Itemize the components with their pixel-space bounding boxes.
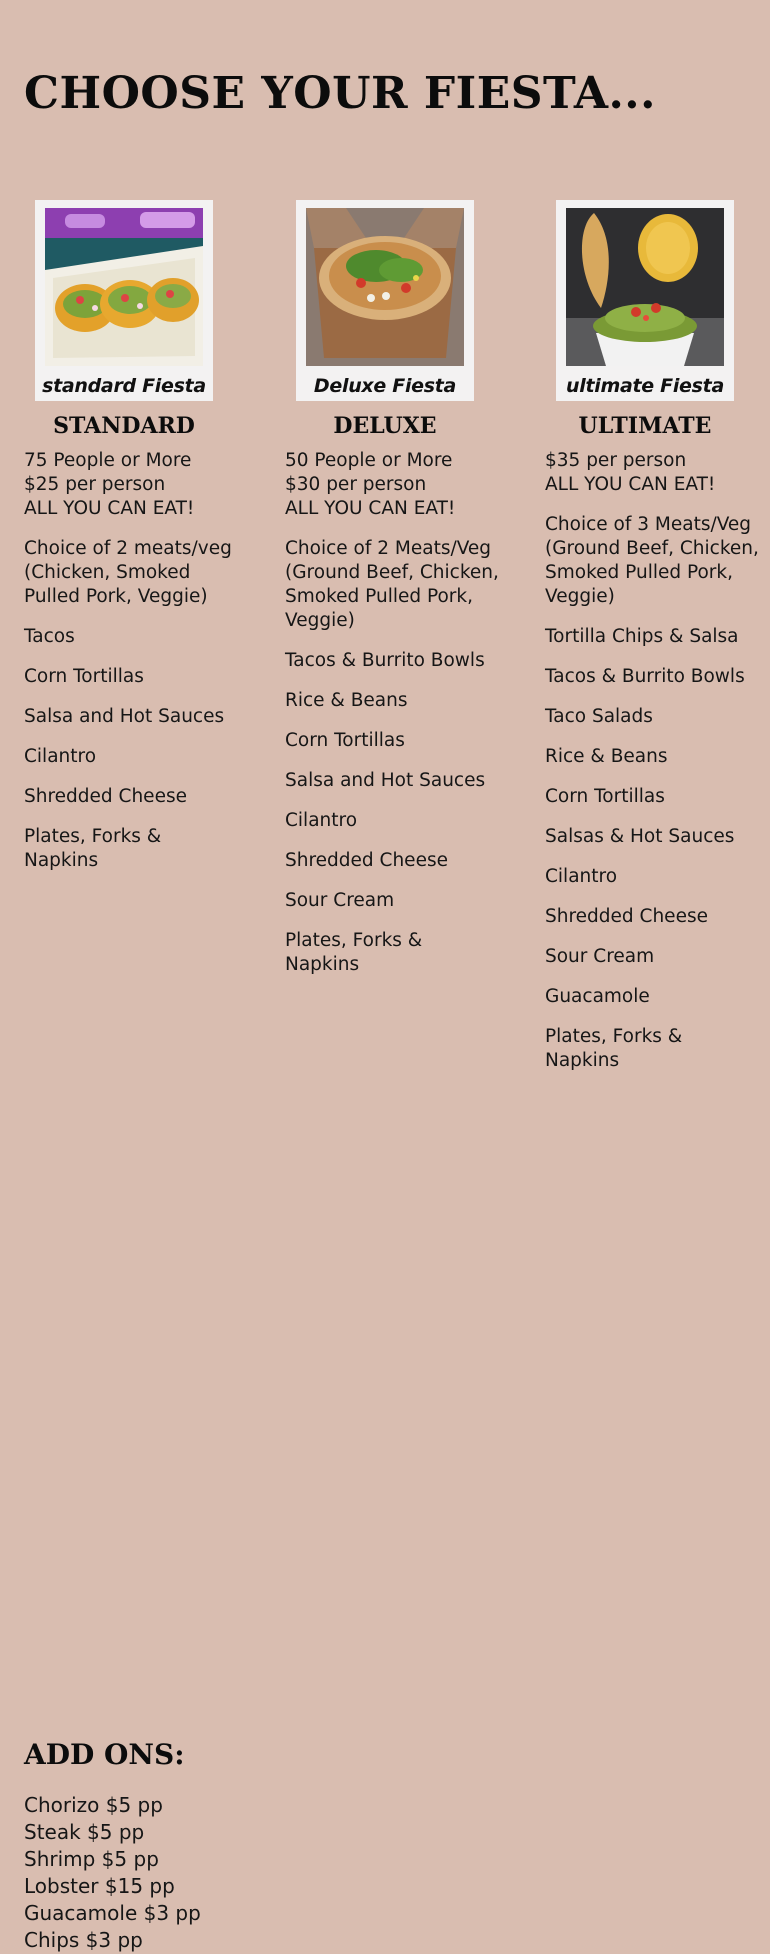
list-item: Shredded Cheese — [285, 850, 448, 871]
list-item: Plates, Forks & Napkins — [285, 930, 423, 975]
package-deluxe — [285, 200, 500, 993]
list-item: Corn Tortillas — [545, 786, 665, 807]
list-item: Choice of 2 Meats/Veg (Ground Beef, Chicken, Smoked Pulled Pork, Veggie) — [285, 538, 499, 631]
package-standard — [24, 200, 239, 889]
package-name: STANDARD — [53, 413, 195, 439]
list-item: Tacos — [24, 626, 75, 647]
list-item: Tacos & Burrito Bowls — [545, 666, 745, 687]
addon-item: Steak $5 pp — [24, 1820, 145, 1844]
list-item: Shredded Cheese — [24, 786, 187, 807]
polaroid-caption: ultimate Fiesta — [566, 375, 724, 397]
list-item: Sour Cream — [285, 890, 395, 911]
list-item: Salsa and Hot Sauces — [285, 770, 486, 791]
list-item: Guacamole — [545, 986, 650, 1007]
list-item: 75 People or More $25 per person ALL YOU CAN EAT! — [24, 450, 195, 519]
addon-item: Chips $3 pp — [24, 1928, 143, 1952]
addon-item: Lobster $15 pp — [24, 1874, 175, 1898]
feature-list — [24, 449, 239, 873]
list-item: Corn Tortillas — [285, 730, 405, 751]
polaroid-caption: standard Fiesta — [42, 375, 206, 397]
list-item: Cilantro — [24, 746, 97, 767]
burrito-bowl-photo-icon — [306, 208, 464, 366]
list-item: Cilantro — [545, 866, 618, 887]
addon-item: Shrimp $5 pp — [24, 1847, 159, 1871]
list-item: Shredded Cheese — [545, 906, 708, 927]
list-item: Choice of 3 Meats/Veg (Ground Beef, Chicken, Smoked Pulled Pork, Veggie) — [545, 514, 759, 607]
list-item: Rice & Beans — [545, 746, 668, 767]
list-item: 50 People or More $30 per person ALL YOU CAN EAT! — [285, 450, 456, 519]
package-name: ULTIMATE — [578, 413, 712, 439]
polaroid-card — [556, 200, 734, 401]
list-item: Salsa and Hot Sauces — [24, 706, 225, 727]
list-item: Tortilla Chips & Salsa — [545, 626, 739, 647]
list-item: Rice & Beans — [285, 690, 408, 711]
feature-list — [545, 449, 760, 1073]
polaroid-card — [35, 200, 213, 401]
addon-item: Guacamole $3 pp — [24, 1901, 201, 1925]
addon-item: Chorizo $5 pp — [24, 1793, 163, 1817]
package-ultimate — [545, 200, 760, 1089]
list-item: Corn Tortillas — [24, 666, 144, 687]
list-item: Plates, Forks & Napkins — [24, 826, 162, 871]
polaroid-card — [296, 200, 474, 401]
package-name: DELUXE — [333, 413, 437, 439]
list-item: Plates, Forks & Napkins — [545, 1026, 683, 1071]
list-item: Salsas & Hot Sauces — [545, 826, 735, 847]
list-item: Cilantro — [285, 810, 358, 831]
page-title: CHOOSE YOUR FIESTA... — [24, 68, 656, 119]
addons-list — [24, 1792, 201, 1954]
list-item: Taco Salads — [545, 706, 653, 727]
chips-guacamole-photo-icon — [566, 208, 724, 366]
polaroid-caption: Deluxe Fiesta — [313, 375, 457, 397]
feature-list — [285, 449, 500, 977]
list-item: $35 per person ALL YOU CAN EAT! — [545, 450, 716, 495]
list-item: Sour Cream — [545, 946, 655, 967]
tacos-tray-photo-icon — [45, 208, 203, 366]
list-item: Tacos & Burrito Bowls — [285, 650, 485, 671]
addons-title: ADD ONS: — [24, 1738, 185, 1771]
list-item: Choice of 2 meats/veg (Chicken, Smoked Pulled Pork, Veggie) — [24, 538, 232, 607]
